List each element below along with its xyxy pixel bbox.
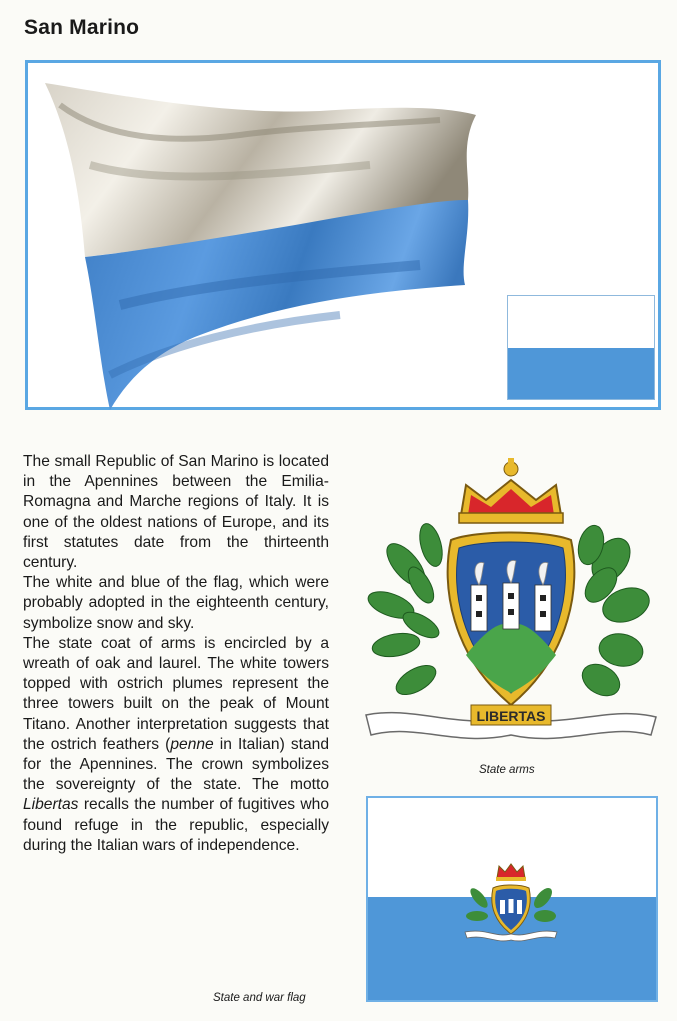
- waving-flag-illustration: [40, 75, 500, 415]
- paragraph-history: The small Republic of San Marino is located in the Apennines between the Emilia-Romagna and Marche regions of Italy. It is one of the oldest nations of Europe, and its first statutes date from the thirteenth century.: [23, 453, 329, 572]
- description-text: [23, 452, 329, 856]
- motto-text: LIBERTAS: [476, 708, 546, 724]
- flag-blue-stripe: [508, 348, 654, 400]
- page-title: San Marino: [24, 16, 140, 39]
- paragraph-colors: The white and blue of the flag, which were probably adopted in the eighteenth century, symbolize snow and sky.: [23, 574, 329, 632]
- war-flag-arms-icon: [461, 848, 561, 948]
- flag-proportion-diagram: [507, 295, 655, 400]
- war-flag-caption: State and war flag: [213, 992, 306, 1004]
- state-war-flag: [366, 796, 658, 1002]
- coat-of-arms-icon: [356, 455, 666, 755]
- civil-flag-panel: [25, 60, 661, 410]
- arms-caption: State arms: [479, 764, 535, 776]
- flag-white-stripe: [508, 296, 654, 348]
- paragraph-arms: The state coat of arms is encircled by a wreath of oak and laurel. The white towers topped with ostrich plumes represent the three towers built on the peak of Mount Titano. Another interpretation suggests that the ostrich feathers (penne in Italian) stand for the Apennines. The crown symbolizes the sovereignty of the state. The motto Libertas recalls the number of fugitives who found refuge in the republic, especially during the Italian wars of independence.: [23, 634, 329, 854]
